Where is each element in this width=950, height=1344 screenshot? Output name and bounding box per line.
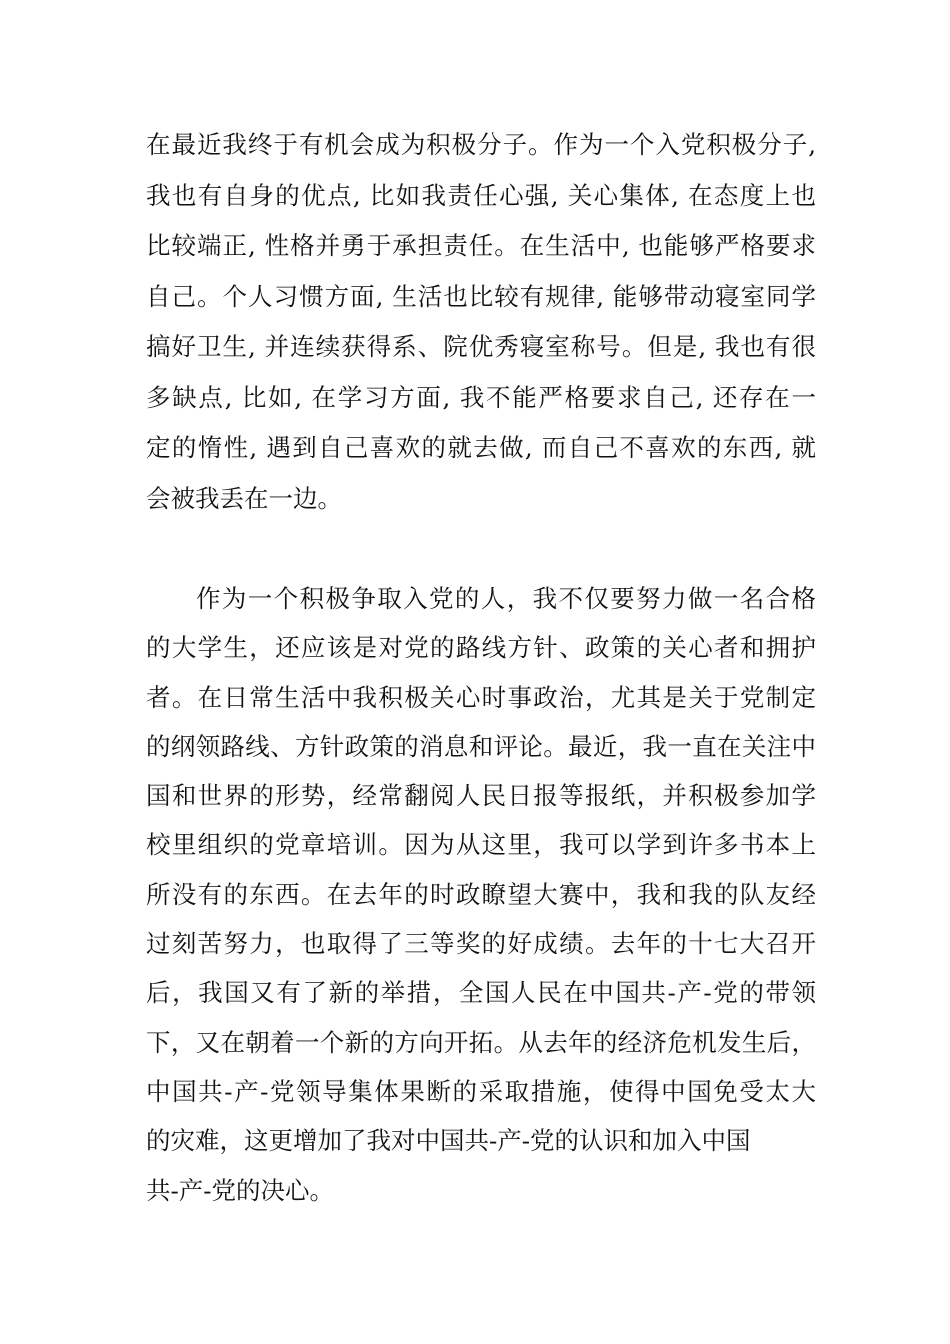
paragraph-1	[146, 120, 816, 524]
text-line: 下，又在朝着一个新的方向开拓。从去年的经济危机发生后，	[146, 1027, 816, 1057]
text-line: 自己。个人习惯方面, 生活也比较有规律, 能够带动寝室同学	[146, 281, 816, 311]
text-line: 的纲领路线、方针政策的消息和评论。最近，我一直在关注中	[146, 731, 816, 761]
text-line: 的灾难，这更增加了我对中国共-产-党的认识和加入中国	[146, 1126, 751, 1156]
text-line: 会被我丢在一边。	[146, 483, 342, 513]
paragraph-2	[146, 574, 816, 1215]
text-line: 定的惰性, 遇到自己喜欢的就去做, 而自己不喜欢的东西, 就	[146, 433, 816, 462]
text-line: 中国共-产-党领导集体果断的采取措施，使得中国免受太大	[146, 1076, 816, 1106]
text-line: 国和世界的形势，经常翻阅人民日报等报纸，并积极参加学	[146, 781, 816, 811]
text-line: 我也有自身的优点, 比如我责任心强, 关心集体, 在态度上也	[146, 180, 816, 210]
text-line: 校里组织的党章培训。因为从这里，我可以学到许多书本上	[146, 830, 816, 860]
text-line: 过刻苦努力，也取得了三等奖的好成绩。去年的十七大召开	[146, 929, 816, 959]
text-line: 所没有的东西。在去年的时政瞭望大赛中，我和我的队友经	[146, 879, 816, 909]
text-line: 作为一个积极争取入党的人，我不仅要努力做一名合格	[196, 584, 816, 613]
text-line: 多缺点, 比如, 在学习方面, 我不能严格要求自己, 还存在一	[146, 382, 816, 412]
text-line: 共-产-党的决心。	[146, 1175, 335, 1205]
text-line: 后，我国又有了新的举措，全国人民在中国共-产-党的带领	[146, 978, 816, 1008]
text-line: 的大学生，还应该是对党的路线方针、政策的关心者和拥护	[146, 633, 816, 663]
text-line: 搞好卫生, 并连续获得系、院优秀寝室称号。但是, 我也有很	[146, 332, 816, 361]
text-line: 比较端正, 性格并勇于承担责任。在生活中, 也能够严格要求	[146, 231, 816, 260]
text-line: 者。在日常生活中我积极关心时事政治，尤其是关于党制定	[146, 682, 816, 712]
text-line: 在最近我终于有机会成为积极分子。作为一个入党积极分子,	[146, 130, 816, 159]
